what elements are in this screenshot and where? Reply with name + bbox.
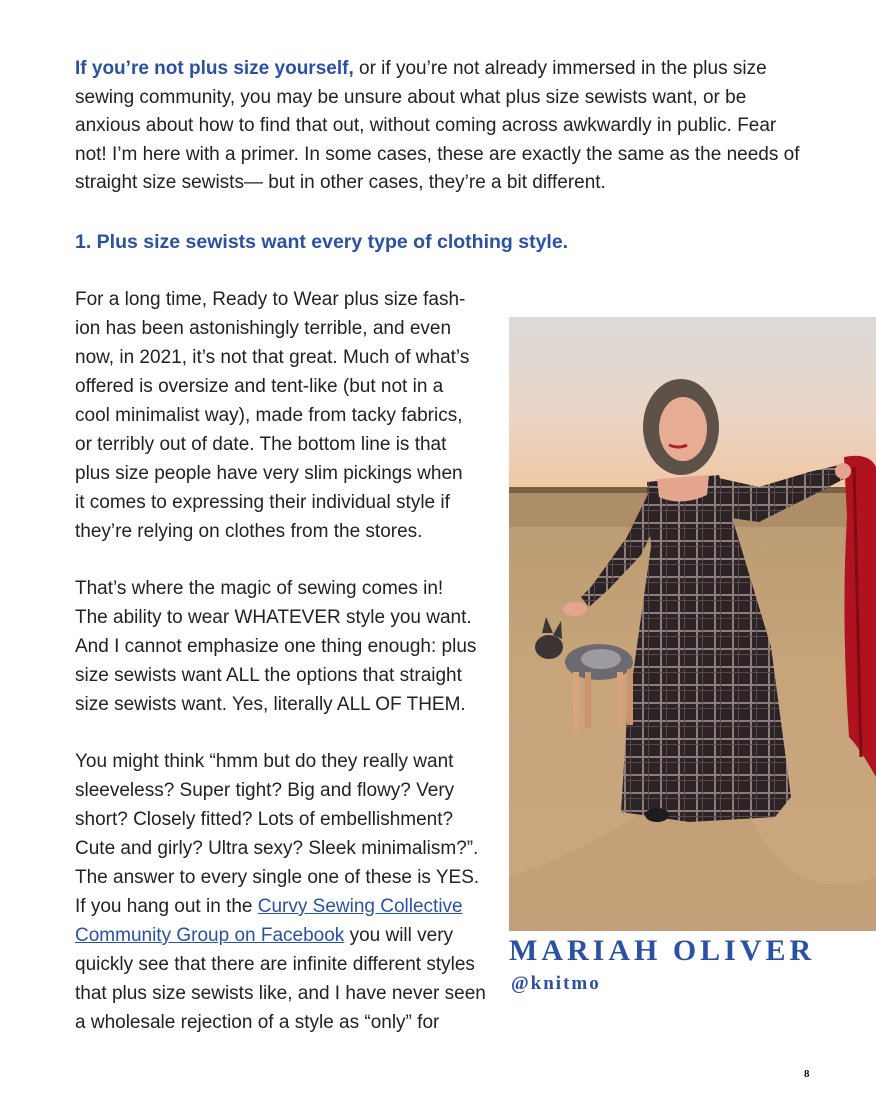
text-line: You might think “hmm but do they really want bbox=[75, 751, 454, 772]
text-line: a wholesale rejection of a style as “only” for bbox=[75, 1012, 440, 1033]
text-line: The ability to wear WHATEVER style you want. bbox=[75, 607, 472, 628]
intro-paragraph bbox=[75, 55, 805, 198]
text-line: short? Closely fitted? Lots of embellishment? bbox=[75, 809, 454, 830]
link-lead-text: If you hang out in the bbox=[75, 896, 258, 917]
paragraph-1 bbox=[75, 285, 507, 546]
text-line: The answer to every single one of these is YES. bbox=[75, 867, 480, 888]
photo-caption-handle: @knitmo bbox=[511, 973, 601, 994]
text-line-with-link bbox=[75, 921, 507, 950]
text-line: quickly see that there are infinite different styles bbox=[75, 954, 475, 975]
text-line: For a long time, Ready to Wear plus size fash- bbox=[75, 289, 466, 310]
paragraph-3 bbox=[75, 747, 507, 1037]
facebook-group-link[interactable]: Community Group on Facebook bbox=[75, 925, 345, 946]
text-line: size sewists want. Yes, literally ALL OF THEM. bbox=[75, 694, 466, 715]
after-link-text: you will very bbox=[344, 925, 454, 946]
intro-lead: If you’re not plus size yourself, bbox=[75, 58, 354, 79]
text-line: ion has been astonishingly terrible, and even bbox=[75, 318, 452, 339]
text-line: And I cannot emphasize one thing enough: plus bbox=[75, 636, 477, 657]
portrait-photo bbox=[509, 317, 876, 931]
section-heading: 1. Plus size sewists want every type of clothing style. bbox=[75, 231, 569, 253]
body-column bbox=[75, 285, 507, 1065]
text-line: they’re relying on clothes from the stores. bbox=[75, 521, 423, 542]
paragraph-2 bbox=[75, 574, 507, 719]
text-line: That’s where the magic of sewing comes in! bbox=[75, 578, 444, 599]
text-line: sleeveless? Super tight? Big and flowy? Very bbox=[75, 780, 455, 801]
text-line: Cute and girly? Ultra sexy? Sleek minimalism?”. bbox=[75, 838, 479, 859]
text-line: cool minimalist way), made from tacky fabrics, bbox=[75, 405, 463, 426]
text-line: offered is oversize and tent-like (but not in a bbox=[75, 376, 444, 397]
page-number: 8 bbox=[804, 1068, 810, 1080]
text-line: now, in 2021, it’s not that great. Much of what’s bbox=[75, 347, 470, 368]
text-line-with-link bbox=[75, 892, 507, 921]
text-line: size sewists want ALL the options that straight bbox=[75, 665, 462, 686]
text-line: it comes to expressing their individual style if bbox=[75, 492, 450, 513]
photo-caption-name: MARIAH OLIVER bbox=[509, 934, 816, 967]
text-line: or terribly out of date. The bottom line is that bbox=[75, 434, 447, 455]
text-line: that plus size sewists like, and I have never seen bbox=[75, 983, 486, 1004]
facebook-group-link[interactable]: Curvy Sewing Collective bbox=[257, 896, 463, 917]
text-line: plus size people have very slim pickings when bbox=[75, 463, 463, 484]
intro-text: or if you’re not already immersed in the plus size sewing community, you may be unsure about what plus size sewists want, or be anxious about how to find that out, without coming across awkwardly in public. Fear not! I’m here with a primer. In some cases, these are exactly the same as the needs of straight size sewists— but in other cases, they’re a bit different. bbox=[75, 58, 800, 194]
